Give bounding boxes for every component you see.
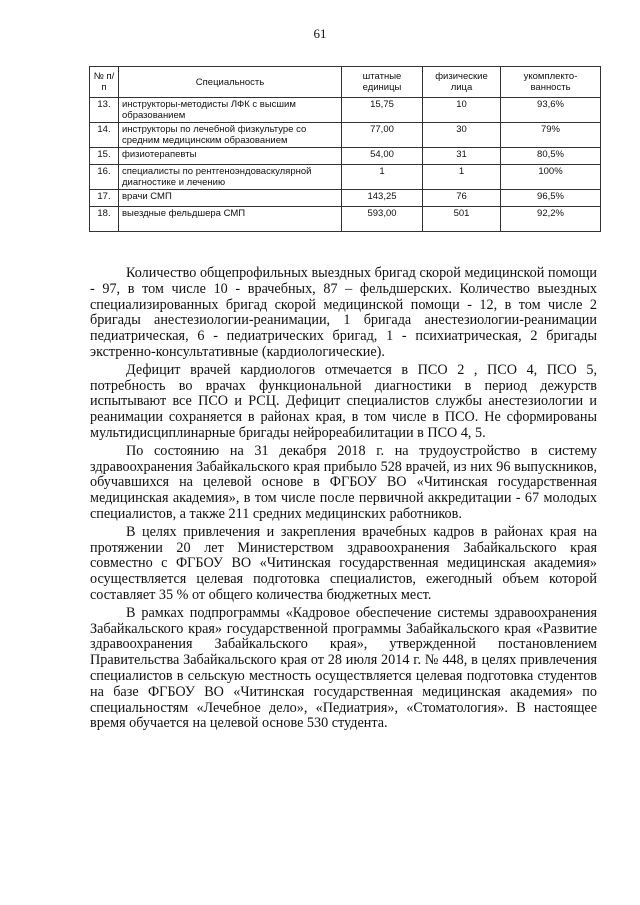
row-physical-persons: 1 — [423, 165, 501, 190]
table-row — [90, 207, 601, 232]
paragraph-cardiology-deficit: Дефицит врачей кардиологов отмечается в ПСО 2 , ПСО 4, ПСО 5, потребность во врачах функциональной диагностики в период дежурств испытывают все ПСО и РСЦ. Дефицит специалистов службы анестезиологии и реанимации сохраняется в районах края, в том числе в ПСО. Не сформированы мультидисциплинарные бригады нейрореабилитации в ПСО 4, 5. — [90, 361, 597, 441]
row-physical-persons: 501 — [423, 207, 501, 232]
header-staff-units: штатные единицы — [342, 67, 423, 98]
row-staff-units: 15,75 — [342, 98, 423, 123]
row-staff-units: 54,00 — [342, 148, 423, 165]
header-physical-persons: физические лица — [423, 67, 501, 98]
header-completeness: укомплекто-ванность — [501, 67, 601, 98]
row-num: 18. — [90, 207, 119, 232]
table-row — [90, 98, 601, 123]
row-completeness: 100% — [501, 165, 601, 190]
row-staff-units: 1 — [342, 165, 423, 190]
row-staff-units: 593,00 — [342, 207, 423, 232]
row-staff-units: 143,25 — [342, 190, 423, 207]
paragraph-targeted-training: В целях привлечения и закрепления врачебных кадров в районах края на протяжении 20 лет Министерством здравоохранения Забайкальского края совместно с ФГБОУ ВО «Читинская государственная медицинская академия» осуществляется целевая подготовка специалистов, ежегодный объем которой составляет 35 % от общего количества бюджетных мест. — [90, 523, 597, 603]
row-specialty: выездные фельдшера СМП — [119, 207, 342, 232]
row-staff-units: 77,00 — [342, 123, 423, 148]
paragraph-employment: По состоянию на 31 декабря 2018 г. на трудоустройство в систему здравоохранения Забайкальского края прибыло 528 врачей, из них 96 выпускников, обучавшихся на целевой основе в ФГБОУ ВО «Читинская государственная медицинская академия», в том числе после первичной аккредитации - 67 молодых специалистов, а также 211 средних медицинских работников. — [90, 442, 597, 522]
row-physical-persons: 30 — [423, 123, 501, 148]
row-physical-persons: 31 — [423, 148, 501, 165]
row-completeness: 93,6% — [501, 98, 601, 123]
row-completeness: 96,5% — [501, 190, 601, 207]
row-num: 13. — [90, 98, 119, 123]
row-physical-persons: 10 — [423, 98, 501, 123]
table-header-row — [90, 67, 601, 98]
table-row — [90, 123, 601, 148]
row-physical-persons: 76 — [423, 190, 501, 207]
row-num: 14. — [90, 123, 119, 148]
table-row — [90, 148, 601, 165]
table-row — [90, 165, 601, 190]
row-specialty: специалисты по рентгеноэндоваскулярной диагностике и лечению — [119, 165, 342, 190]
row-completeness: 80,5% — [501, 148, 601, 165]
row-num: 17. — [90, 190, 119, 207]
row-completeness: 92,2% — [501, 207, 601, 232]
row-completeness: 79% — [501, 123, 601, 148]
row-specialty: инструкторы-методисты ЛФК с высшим образованием — [119, 98, 342, 123]
header-num: № п/п — [90, 67, 119, 98]
header-specialty: Специальность — [119, 67, 342, 98]
page-number: 61 — [313, 26, 327, 41]
row-specialty: физиотерапевты — [119, 148, 342, 165]
paragraph-brigades: Количество общепрофильных выездных бригад скорой медицинской помощи - 97, в том числе 10 - врачебных, 87 – фельдшерских. Количество выездных специализированных бригад скорой медицинской помощи - 12, в том числе 2 бригады анестезиологии-реанимации, 1 бригада анестезиологии-реанимации педиатрическая, 6 - педиатрических бригад, 1 - психиатрическая, 2 бригады экстренно-консультативные (кардиологические). — [90, 265, 597, 360]
row-num: 15. — [90, 148, 119, 165]
body-text — [90, 266, 597, 734]
row-specialty: врачи СМП — [119, 190, 342, 207]
paragraph-subprogram: В рамках подпрограммы «Кадровое обеспечение системы здравоохранения Забайкальского края» государственной программы Забайкальского края «Развитие здравоохранения Забайкальского края», утвержденной постановлением Правительства Забайкальского края от 28 июля 2014 г. № 448, в целях привлечения специалистов в сельскую местность осуществляется целевая подготовка студентов на базе ФГБОУ ВО «Читинская государственная медицинская академия» по специальностям «Лечебное дело», «Педиатрия», «Стоматология». В настоящее время обучается на целевой основе 530 студента. — [90, 604, 597, 732]
table-row — [90, 190, 601, 207]
staffing-table — [89, 66, 601, 232]
row-num: 16. — [90, 165, 119, 190]
row-specialty: инструкторы по лечебной физкультуре со средним медицинским образованием — [119, 123, 342, 148]
